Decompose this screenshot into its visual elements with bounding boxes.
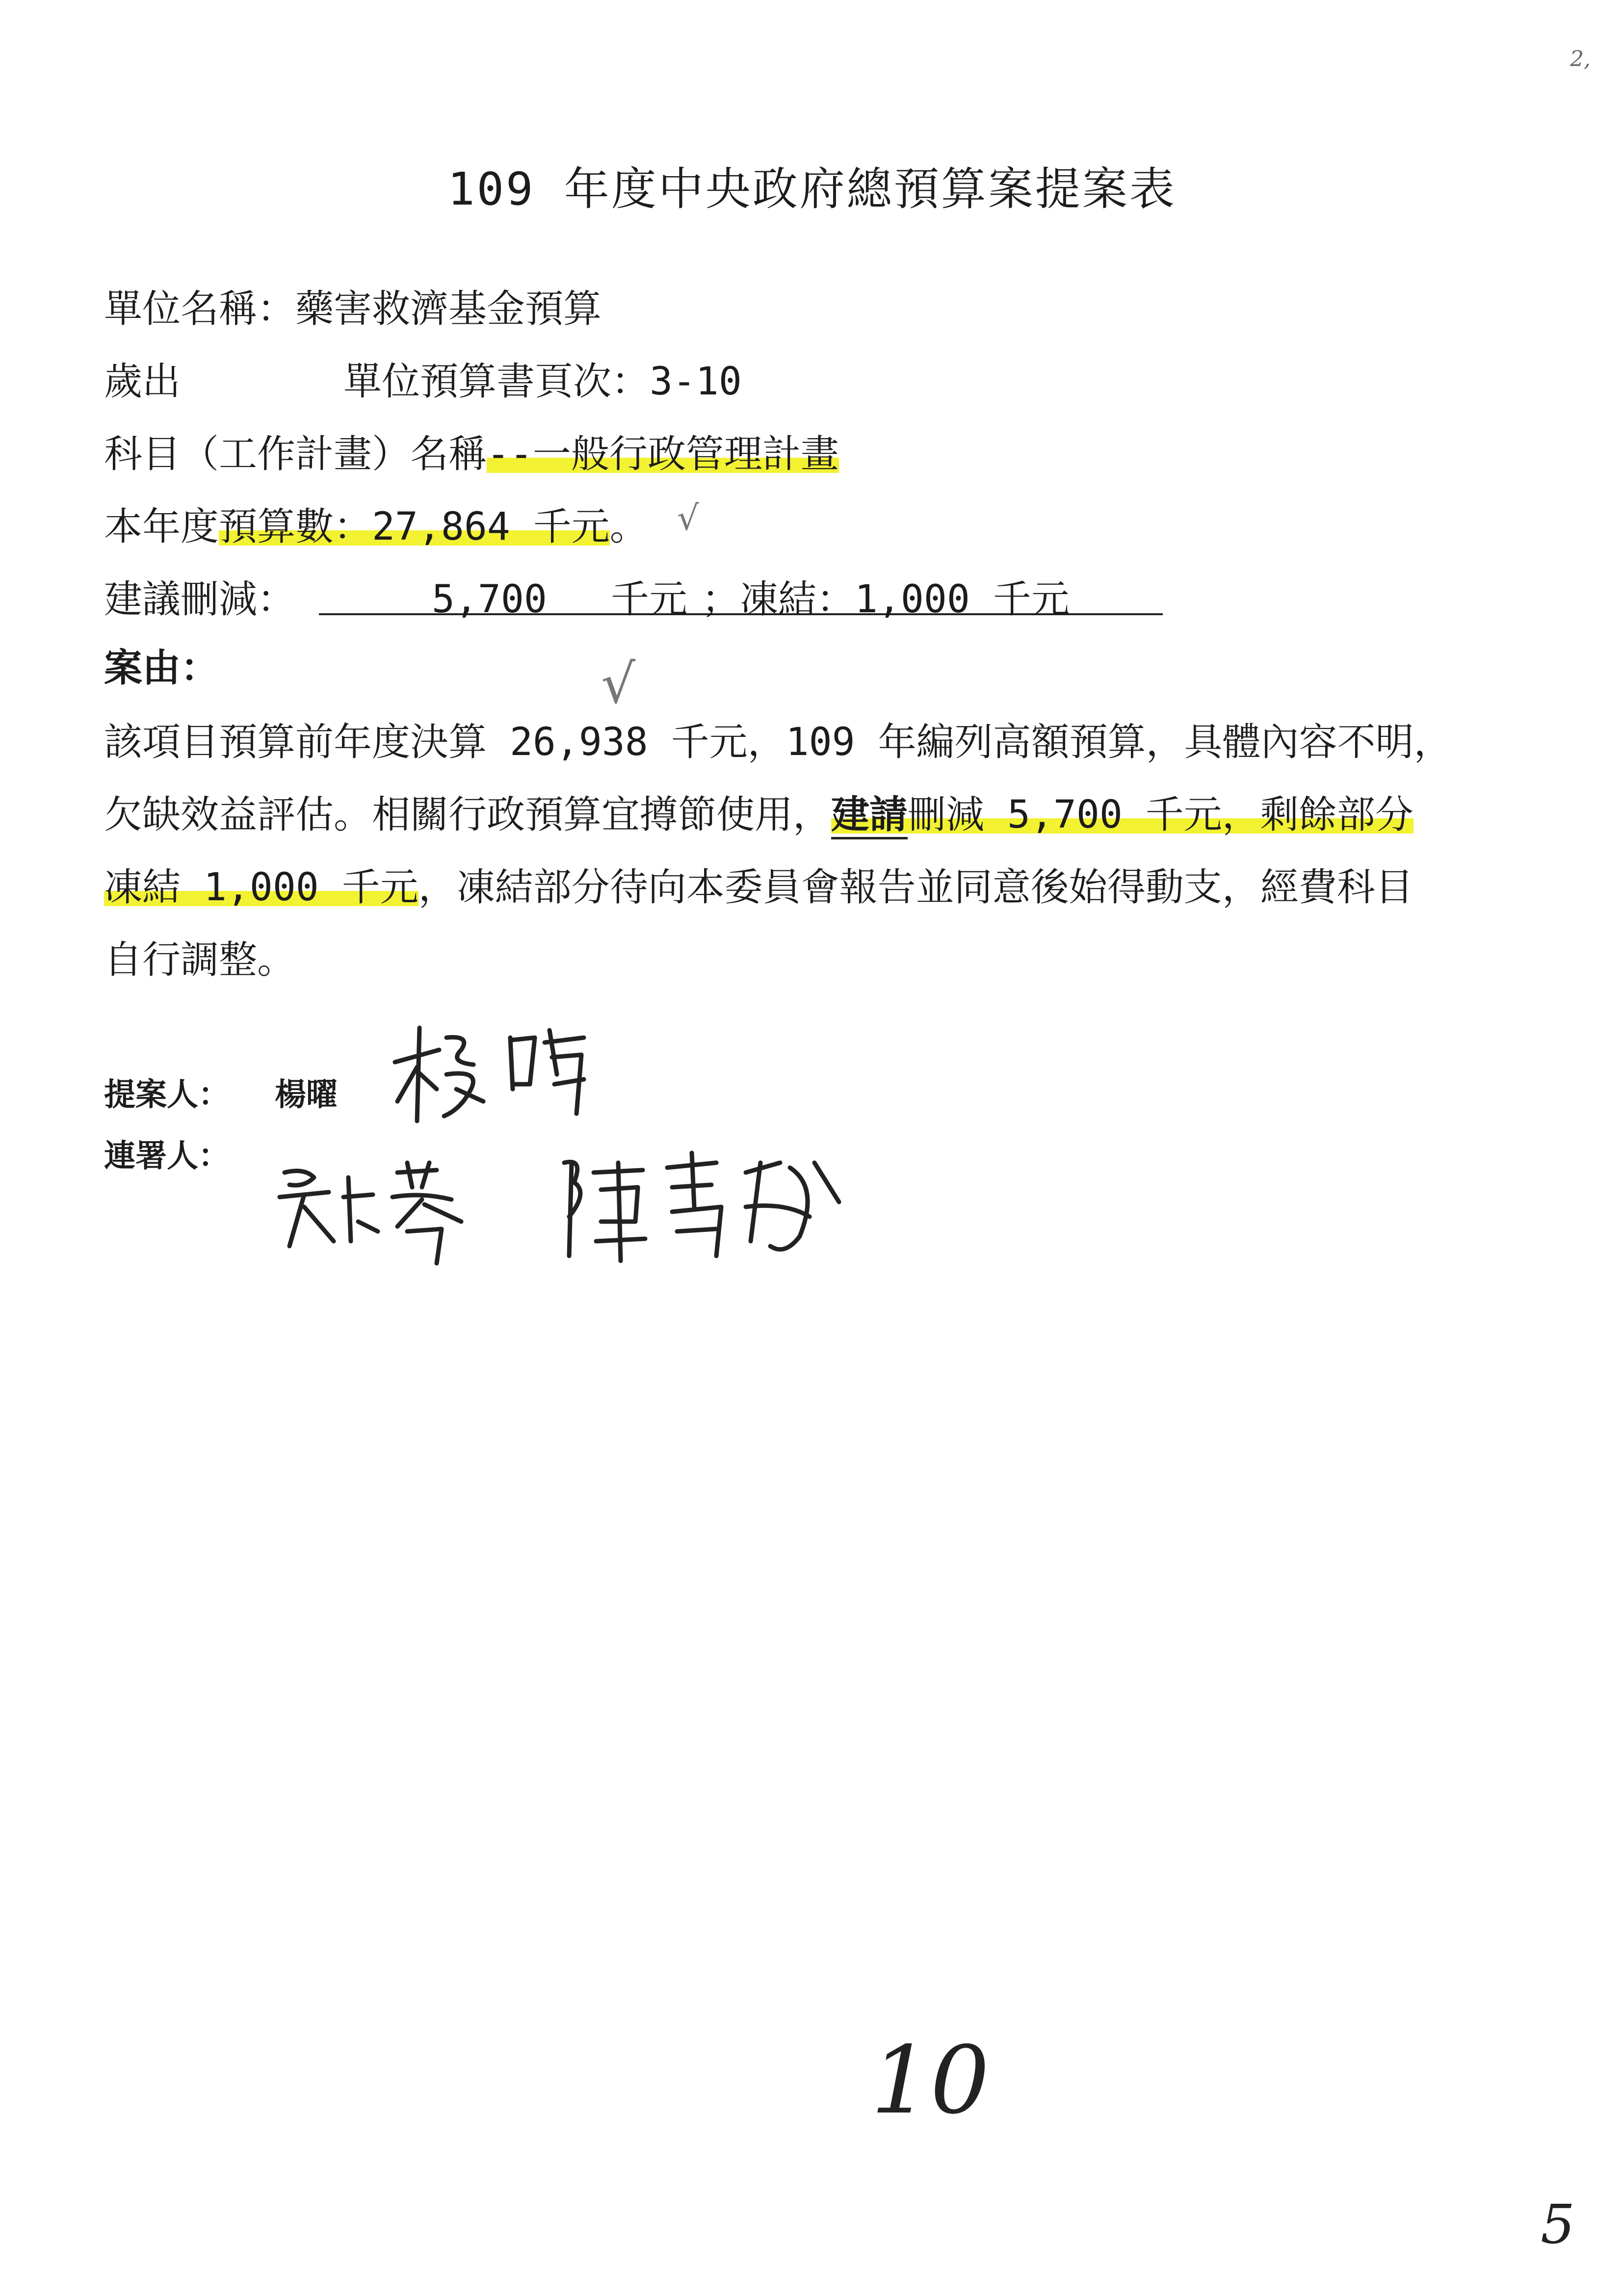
proposer-name: 楊曜	[275, 1077, 338, 1113]
proposer-signature	[388, 1016, 594, 1128]
reason-row-2-a: 欠缺效益評估。相關行政預算宜撙節使用，	[104, 793, 832, 837]
reason-freeze: 凍結 1,000 千元	[104, 865, 419, 910]
freeze-value: 1,000 千元	[855, 577, 1070, 622]
expense-label: 歲出	[104, 360, 181, 404]
budget-prefix: 本年度	[104, 505, 219, 549]
freeze-group	[702, 575, 1070, 624]
budget-amount: 預算數：27,864 千元	[219, 505, 610, 549]
cut-line	[104, 575, 295, 624]
cosigner-signature-2	[554, 1143, 859, 1271]
corner-mark: 2,	[1570, 47, 1591, 72]
page-ref-line	[104, 357, 181, 406]
page-ref-label: 單位預算書頁次：	[343, 360, 650, 404]
subject-label: 科目（工作計畫）名稱	[104, 432, 487, 476]
cut-unit: 千元	[611, 577, 688, 622]
cosigner-signature-1	[275, 1158, 491, 1271]
handwritten-number: 10	[871, 2026, 990, 2135]
subject-line	[104, 430, 839, 479]
freeze-label: ；凍結：	[702, 577, 855, 622]
cut-label: 建議刪減：	[104, 577, 296, 622]
reason-row-1: 該項目預算前年度決算 26,938 千元，109 年編列高額預算，具體內容不明，	[104, 720, 1452, 764]
subject-value: --一般行政管理計畫	[487, 432, 839, 476]
page-title: 109 年度中央政府總預算案提案表	[447, 163, 1177, 215]
page-ref-value: 3-10	[650, 360, 742, 404]
page-ref	[343, 357, 742, 406]
unit-name-value: 藥害救濟基金預算	[295, 287, 602, 331]
budget-line	[104, 502, 648, 551]
reason-heading: 案由：	[104, 646, 219, 690]
unit-name-line	[104, 285, 602, 334]
proposer-label: 提案人：	[104, 1077, 230, 1113]
reason-row-2	[104, 784, 1414, 839]
cut-value: 5,700	[432, 577, 547, 622]
unit-name-label: 單位名稱：	[104, 287, 296, 331]
reason-paragraph	[104, 711, 1561, 986]
budget-check-mark: √	[677, 498, 699, 538]
reason-row-4: 自行調整。	[104, 938, 296, 982]
reason-row-3-b: ，凍結部分待向本委員會報告並同意後始得動支，經費科目	[418, 865, 1414, 910]
page-number: 5	[1541, 2193, 1575, 2256]
reason-check-mark: √	[601, 652, 636, 715]
reason-row-2-c: 刪減 5,700 千元，剩餘部分	[908, 793, 1414, 837]
reason-suggest: 建請	[831, 793, 908, 839]
reason-row-3	[104, 857, 1414, 912]
cosigner-label: 連署人：	[104, 1138, 230, 1174]
budget-suffix: 。	[609, 505, 648, 549]
